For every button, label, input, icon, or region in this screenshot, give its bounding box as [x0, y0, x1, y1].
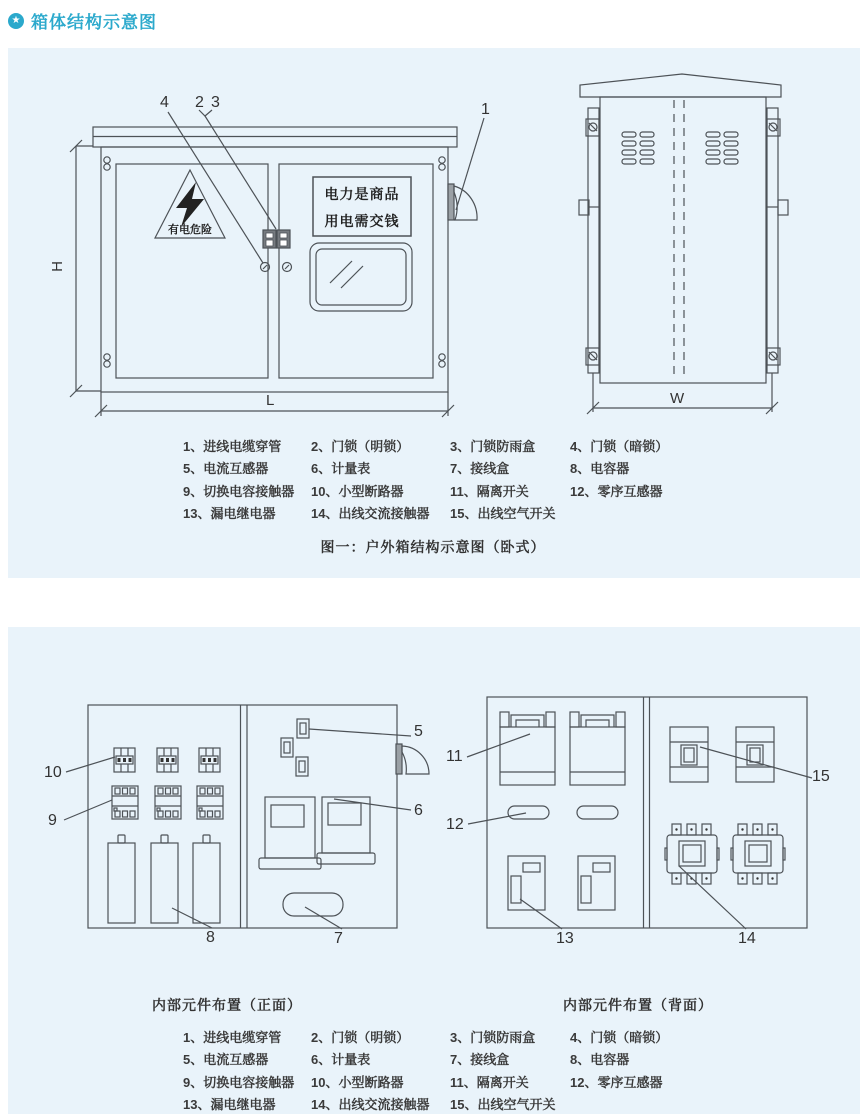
sign-line-2: 用电需交钱: [324, 212, 400, 229]
legend-item: 7、接线盒: [450, 1052, 510, 1068]
current-transformers: [281, 719, 309, 776]
callout-15: 15: [812, 768, 830, 785]
roof: [580, 74, 781, 97]
dimension-label-L: L: [266, 392, 275, 409]
legend-item: 2、门锁（明锁）: [311, 439, 410, 454]
legend-item: 5、电流互感器: [183, 1052, 269, 1068]
callout-11: 11: [446, 748, 463, 765]
dimension-L: [95, 392, 454, 417]
ac-contactors: [665, 824, 785, 884]
isolation-switches: [500, 712, 625, 785]
side-hinges: [586, 119, 780, 365]
zero-sequence-transformers: [508, 806, 618, 819]
legend-item: 12、零序互感器: [570, 483, 663, 499]
figure1-caption: 图一：户外箱结构示意图（卧式）: [320, 539, 546, 555]
callout-12: 12: [446, 816, 464, 833]
legend-item: 4、门锁（暗锁）: [570, 1030, 669, 1045]
legend-item: 15、出线空气开关: [450, 506, 556, 522]
callout-5: 5: [414, 723, 423, 740]
legend-item: 1、进线电缆穿管: [183, 439, 282, 454]
legend-item: 11、隔离开关: [450, 1074, 529, 1090]
legend-item: 3、门锁防雨盒: [450, 439, 536, 454]
legend-item: 6、计量表: [311, 1052, 371, 1068]
dimension-label-W: W: [666, 390, 688, 407]
callout-7: 7: [334, 930, 343, 947]
callout-14: 14: [738, 930, 756, 947]
legend-item: 9、切换电容接触器: [183, 483, 295, 499]
callout-10: 10: [44, 764, 62, 781]
internal-layout-front: [64, 705, 429, 929]
outdoor-box-side-view: [579, 74, 788, 414]
callout-13: 13: [556, 930, 574, 947]
callout-8: 8: [206, 929, 215, 946]
cable-duct-front-layout: [396, 744, 429, 774]
figure2-legend: [183, 1027, 730, 1117]
legend-item: 15、出线空气开关: [450, 1097, 556, 1113]
legend-item: 11、隔离开关: [450, 483, 529, 499]
callout-2: 2: [195, 94, 204, 111]
legend-item: 6、计量表: [311, 461, 371, 477]
legend-item: 13、漏电继电器: [183, 1097, 276, 1113]
legend-item: 4、门锁（暗锁）: [570, 439, 669, 454]
legend-item: 10、小型断路器: [311, 1074, 404, 1090]
dimension-label-H: H: [48, 261, 66, 272]
notice-sign-text: [313, 178, 411, 236]
page-title: 箱体结构示意图: [31, 13, 157, 32]
legend-item: 10、小型断路器: [311, 483, 404, 499]
mini-circuit-breakers: [114, 748, 220, 772]
legend-item: 3、门锁防雨盒: [450, 1030, 536, 1045]
leader-lines-back-layout: [467, 734, 812, 929]
legend-item: 8、电容器: [570, 461, 630, 477]
figure2-front-caption: 内部元件布置（正面）: [152, 997, 302, 1013]
legend-item: 12、零序互感器: [570, 1074, 663, 1090]
title-star-icon: ★: [8, 13, 24, 29]
dimension-H: [70, 140, 101, 397]
legend-item: 13、漏电继电器: [183, 506, 276, 522]
legend-item: 7、接线盒: [450, 461, 510, 477]
outdoor-box-front-view: [70, 110, 484, 417]
figure2-back-caption: 内部元件布置（背面）: [563, 997, 713, 1013]
legend-item: 2、门锁（明锁）: [311, 1030, 410, 1045]
legend-item: 14、出线交流接触器: [311, 1097, 430, 1113]
figure1-legend: [183, 436, 730, 526]
capacitor-contactors: [112, 786, 223, 819]
legend-item: 8、电容器: [570, 1052, 630, 1068]
legend-item: 14、出线交流接触器: [311, 506, 430, 522]
callout-3: 3: [211, 94, 220, 111]
hazard-warning-text: 有电危险: [168, 224, 212, 236]
callout-9: 9: [48, 812, 57, 829]
callout-4: 4: [160, 94, 169, 111]
junction-box: [283, 893, 343, 916]
callout-1: 1: [481, 101, 490, 118]
legend-item: 5、电流互感器: [183, 461, 269, 477]
meter-window: [310, 243, 412, 311]
callout-6: 6: [414, 802, 423, 819]
energy-meters: [259, 797, 375, 869]
internal-layout-back: [467, 697, 812, 929]
sign-line-1: 电力是商品: [324, 185, 400, 202]
legend-item: 9、切换电容接触器: [183, 1074, 295, 1090]
door-locks: [261, 230, 292, 272]
ventilation-louvers: [622, 132, 738, 164]
capacitors: [108, 835, 220, 923]
legend-item: 1、进线电缆穿管: [183, 1030, 282, 1045]
air-breakers: [670, 727, 774, 782]
